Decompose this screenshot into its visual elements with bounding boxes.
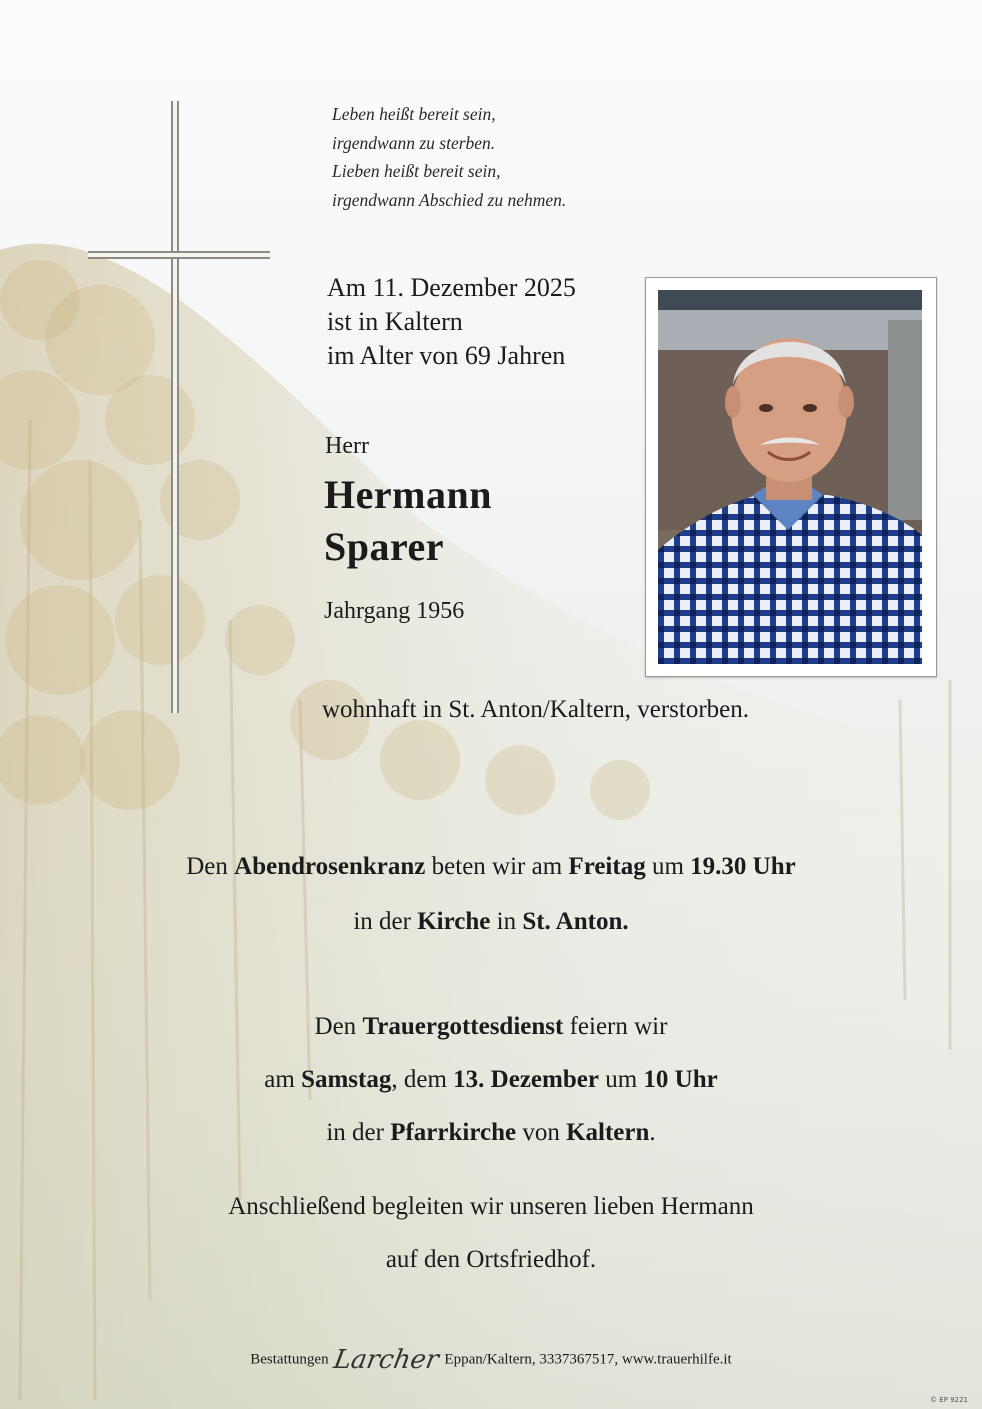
death-announcement	[327, 271, 576, 373]
footer-contact: Eppan/Kaltern, 3337367517, www.trauerhilfe.it	[444, 1351, 732, 1368]
poem-line: irgendwann Abschied zu nehmen.	[332, 189, 567, 210]
poem-line: Lieben heißt bereit sein,	[332, 161, 501, 181]
rosary-line-2: in der Kirche in St. Anton.	[353, 908, 629, 935]
mass-line-3: in der Pfarrkirche von Kaltern.	[326, 1119, 656, 1146]
rosary-line-1: Den Abendrosenkranz beten wir am Freitag um 19.30 Uhr	[186, 853, 796, 880]
residence-text: wohnhaft in St. Anton/Kaltern, verstorben.	[322, 696, 750, 723]
burial-line-1: Anschließend begleiten wir unseren lieben Hermann	[228, 1193, 754, 1220]
death-place-line: ist in Kaltern	[327, 307, 463, 336]
death-date-line: Am 11. Dezember 2025	[327, 273, 576, 302]
portrait-frame	[645, 277, 937, 677]
mass-line-2: am Samstag, dem 13. Dezember um 10 Uhr	[264, 1066, 718, 1093]
burial-line-2: auf den Ortsfriedhof.	[385, 1246, 597, 1273]
footer-prefix: Bestattungen	[250, 1351, 329, 1368]
poem-line: irgendwann zu sterben.	[332, 132, 496, 153]
first-name: Hermann	[324, 472, 492, 517]
salutation: Herr	[325, 433, 369, 459]
age-line: im Alter von 69 Jahren	[327, 341, 566, 370]
birth-year: Jahrgang 1956	[324, 598, 465, 624]
poem-line: Leben heißt bereit sein,	[332, 104, 496, 124]
rosary-announcement	[0, 839, 982, 949]
memorial-poem	[332, 100, 566, 214]
portrait-photo	[658, 290, 922, 664]
last-name: Sparer	[324, 524, 445, 569]
funeral-home-footer	[0, 1345, 982, 1375]
funeral-home-logo: Larcher	[331, 1345, 442, 1375]
mass-line-1: Den Trauergottesdienst feiern wir	[314, 1013, 668, 1040]
burial-announcement	[0, 1180, 982, 1286]
deceased-name	[324, 469, 492, 573]
funeral-mass-announcement	[0, 1000, 982, 1159]
print-code: © EP 9221	[930, 1396, 968, 1404]
